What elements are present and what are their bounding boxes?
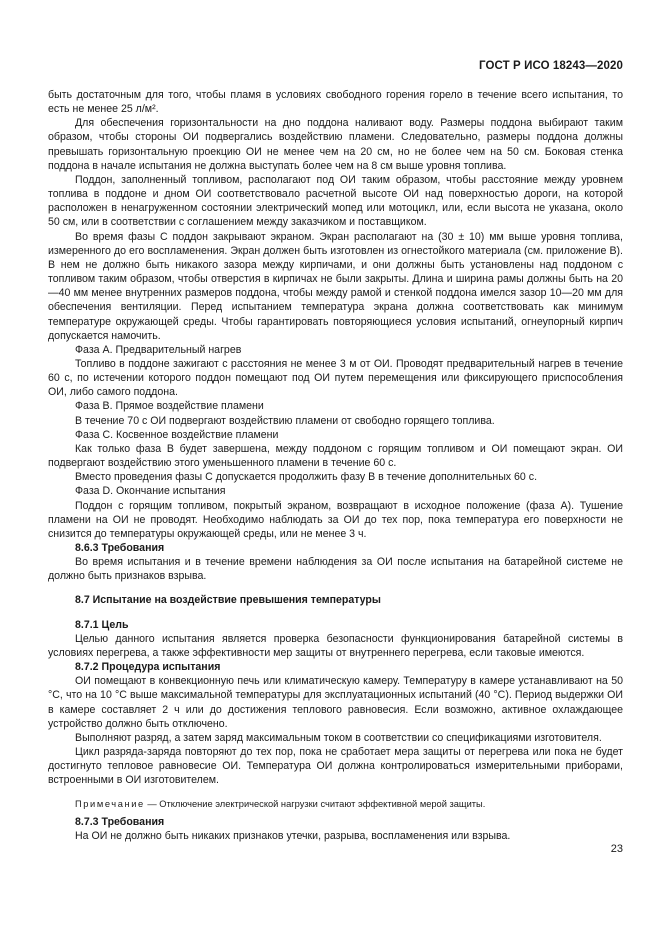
phase-c-title: Фаза С. Косвенное воздействие пламени <box>75 428 279 441</box>
document-body <box>48 88 623 843</box>
paragraph-8-7-3: На ОИ не должно быть никаких признаков утечки, разрыва, воспламенения или взрыва. <box>75 829 511 842</box>
paragraph-phase-b: В течение 70 с ОИ подвергают воздействию пламени от свободно горящего топлива. <box>75 414 495 427</box>
heading-8-7-2: 8.7.2 Процедура испытания <box>75 661 221 674</box>
paragraph-tray-dimensions: Для обеспечения горизонтальности на дно поддона наливают воду. Размеры поддона выбирают таким образом, чтобы стороны ОИ подвергались воздействию пламени. Следовательно, размеры поддона должны превышать горизонтальную проекцию ОИ не менее чем на 20 см, но не более чем на 50 см. Боковая стенка поддона в начале испытания не должна выступать более чем на 8 см выше уровня топлива. <box>48 117 623 172</box>
heading-8-7-1: 8.7.1 Цель <box>75 618 129 631</box>
note <box>48 797 623 811</box>
paragraph-8-7-2-cycle: Цикл разряда-заряда повторяют до тех пор, пока не сработает мера защиты от перегрева или пока не будет достигнуто тепловое равновесие ОИ. Температура ОИ должна контролироваться измерительными приборами, встроенными в ОИ изготовителем. <box>48 746 623 787</box>
paragraph-phase-d: Поддон с горящим топливом, покрытый экраном, возвращают в исходное положение (фаза А). Тушение пламени на ОИ не проводят. Необходимо наблюдать за ОИ до тех пор, пока температура его поверхности не снизится до температуры окружающей среды, или не менее 3 ч. <box>48 499 623 540</box>
paragraph-8-6-3: Во время испытания и в течение времени наблюдения за ОИ после испытания на батарейной системе не должно быть признаков взрыва. <box>48 556 623 583</box>
note-text: — Отключение электрической нагрузки считают эффективной мерой защиты. <box>144 798 486 809</box>
heading-8-6-3: 8.6.3 Требования <box>75 542 165 554</box>
document-page <box>48 0 623 935</box>
paragraph-phase-c-alternative: Вместо проведения фазы С допускается продолжить фазу В в течение дополнительных 60 с. <box>75 471 538 484</box>
paragraph-8-7-2-discharge: Выполняют разряд, а затем заряд максимальным током в соответствии со спецификациями изготовителя. <box>75 731 602 744</box>
paragraph-fuel-amount: быть достаточным для того, чтобы пламя в условиях свободного горения горело в течение всего испытания, то есть не менее 25 л/м². <box>48 89 623 116</box>
paragraph-screen: Во время фазы С поддон закрывают экраном. Экран располагают на (30 ± 10) мм выше уровня топлива, измеренного до его воспламенения. Экран должен быть изготовлен из огнестойкого материала (см. приложение В). В нем не должно быть никакого зазора между кирпичами, и они должны быть установлены над поддоном с топливом таким образом, чтобы отверстия в кирпичах не были закрыты. Длина и ширина рамы должны быть на 20—40 мм менее внутренних размеров поддона, чтобы между рамой и стенкой поддона имелся зазор 10—20 мм для обеспечения вентиляции. Перед испытанием температура экрана должна соответствовать как минимум температуре окружающей среды. Чтобы гарантировать повторяющиеся условия испытаний, огнеупорный кирпич допускается намочить. <box>48 230 623 342</box>
phase-d-title: Фаза D. Окончание испытания <box>75 485 226 498</box>
heading-8-7: 8.7 Испытание на воздействие превышения температуры <box>75 594 381 607</box>
phase-b-title: Фаза В. Прямое воздействие пламени <box>75 400 264 413</box>
paragraph-8-7-1: Целью данного испытания является проверка безопасности функционирования батарейной системы в условиях перегрева, а также эффективности мер защиты от внутреннего перегрева, если таковые имеются. <box>48 632 623 659</box>
phase-a-title: Фаза А. Предварительный нагрев <box>75 343 242 356</box>
paragraph-phase-a: Топливо в поддоне зажигают с расстояния не менее 3 м от ОИ. Проводят предварительный нагрев в течение 60 с, по истечении которого поддон помещают под ОИ путем перемещения или фиксирующего приспособления ОИ, либо самого поддона. <box>48 357 623 399</box>
heading-8-7-3: 8.7.3 Требования <box>75 815 165 828</box>
paragraph-phase-c: Как только фаза В будет завершена, между поддоном с горящим топливом и ОИ помещают экран. ОИ подвергают воздействию этого уменьшенного пламени в течение 60 с. <box>48 442 623 470</box>
document-code-header: ГОСТ Р ИСО 18243—2020 <box>478 60 623 72</box>
note-label: Примечание <box>75 798 145 809</box>
page-number: 23 <box>610 843 623 855</box>
paragraph-tray-placement: Поддон, заполненный топливом, располагают под ОИ таким образом, чтобы расстояние между уровнем топлива в поддоне и дном ОИ соответствовало расчетной высоте ОИ над поверхностью дороги, на которой расположен в ненагруженном состоянии электрический мопед или мотоцикл, или, если высота не указана, около 50 см, или в соответствии с соглашением между заказчиком и поставщиком. <box>48 173 623 229</box>
paragraph-8-7-2-chamber: ОИ помещают в конвекционную печь или климатическую камеру. Температуру в камере устанавливают на 50 °С, что на 10 °С выше максимальной температуры для эксплуатационных испытаний (40 °С). Период выдержки ОИ в камере составляет 2 ч или до достижения теплового равновесия. Если возможно, активное охлаждающее устройство должно быть отключено. <box>48 675 623 730</box>
